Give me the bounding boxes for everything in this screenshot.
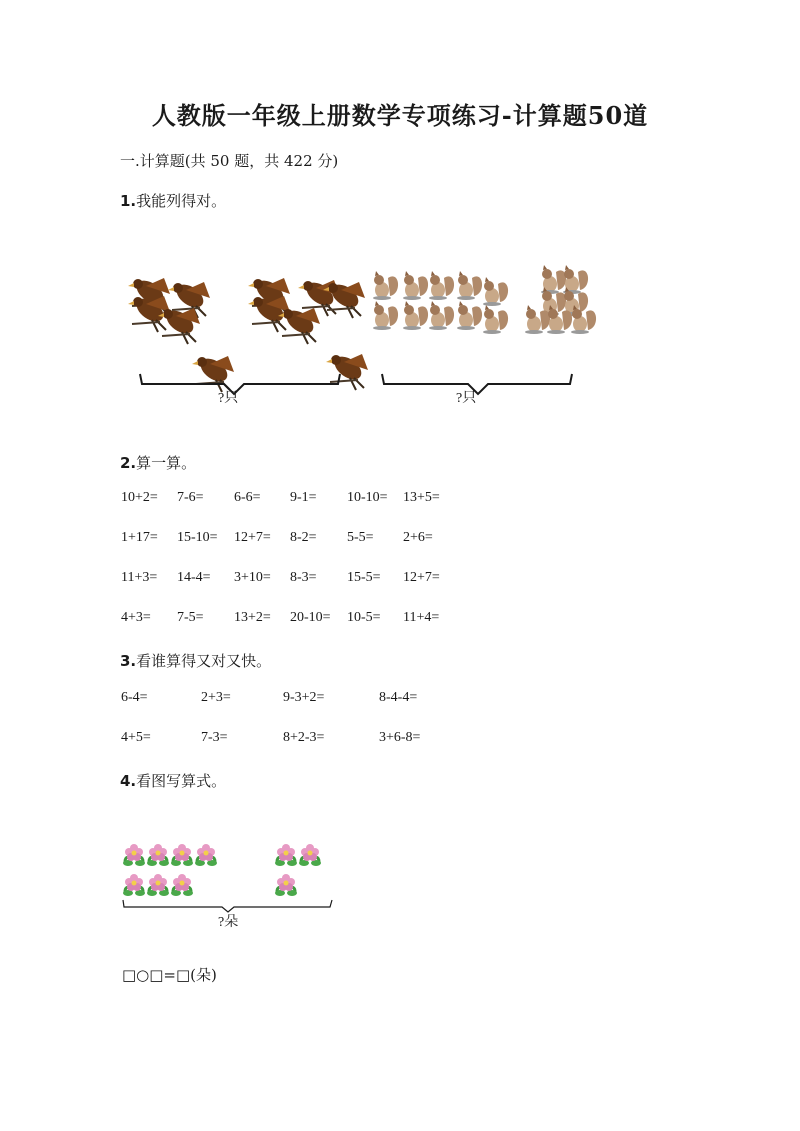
question-4-heading — [120, 770, 226, 791]
section-heading: 一.计算题(共 50 题，共 422 分) — [120, 152, 339, 170]
equation-row — [121, 530, 433, 546]
equation-row — [121, 730, 420, 746]
question-text: 我能列得对。 — [136, 192, 227, 210]
brace-left — [140, 374, 340, 394]
equation: 15-10= — [177, 530, 218, 545]
equation: 3+6-8= — [379, 730, 421, 745]
equation: 4+3= — [121, 610, 151, 625]
equation-row — [121, 490, 440, 506]
question-2-heading — [120, 452, 196, 473]
question-text: 看谁算得又对又快。 — [136, 652, 272, 670]
equation: 4+5= — [121, 730, 151, 745]
equation: 8-2= — [290, 530, 317, 545]
brace-label-left: ?只 — [218, 391, 239, 406]
equation: 8-3= — [290, 570, 317, 585]
question-text: 算一算。 — [136, 454, 197, 472]
equation-row — [121, 610, 439, 626]
equation: 15-5= — [347, 570, 381, 585]
equation: 10-5= — [347, 610, 381, 625]
flower-brace-label: ?朵 — [218, 915, 239, 930]
equation: 3+10= — [234, 570, 271, 585]
equation: 9-1= — [290, 490, 317, 505]
question-1-heading — [120, 190, 226, 211]
bird-group-left — [128, 276, 234, 392]
question-3-heading — [120, 650, 271, 671]
question-number: 2. — [120, 454, 137, 472]
equation: 7-6= — [177, 490, 204, 505]
equation: 8-4-4= — [379, 690, 418, 705]
question-number: 3. — [120, 652, 137, 670]
equation: 5-5= — [347, 530, 374, 545]
equation: 9-3+2= — [283, 690, 325, 705]
flower-group-right — [275, 844, 321, 896]
equation: 8+2-3= — [283, 730, 325, 745]
bird-group-right — [248, 276, 368, 390]
page-title: 人教版一年级上册数学专项练习-计算题50道 — [151, 101, 649, 130]
answer-template: □○□=□(朵) — [122, 966, 217, 984]
squirrel-group-left — [373, 271, 508, 334]
equation: 7-5= — [177, 610, 204, 625]
equation: 12+7= — [234, 530, 271, 545]
equation: 6-4= — [121, 690, 148, 705]
flower-figure — [120, 838, 340, 913]
equation: 11+3= — [121, 570, 158, 585]
flower-group-left — [123, 844, 217, 896]
question-number: 4. — [120, 772, 137, 790]
equation: 13+2= — [234, 610, 271, 625]
equation: 1+17= — [121, 530, 158, 545]
squirrel-group-right — [525, 265, 596, 334]
question-1-figure — [120, 260, 590, 410]
equation: 20-10= — [290, 610, 331, 625]
equation-row — [121, 570, 440, 586]
equation-row — [121, 690, 417, 706]
brace-label-right: ?只 — [456, 391, 477, 406]
equation: 12+7= — [403, 570, 440, 585]
equation: 7-3= — [201, 730, 228, 745]
brace-right — [382, 374, 572, 394]
equation: 2+3= — [201, 690, 231, 705]
equation: 10-10= — [347, 490, 388, 505]
equation: 11+4= — [403, 610, 440, 625]
equation: 2+6= — [403, 530, 433, 545]
question-number: 1. — [120, 192, 137, 210]
equation: 13+5= — [403, 490, 440, 505]
equation: 14-4= — [177, 570, 211, 585]
question-text: 看图写算式。 — [136, 772, 227, 790]
equation: 6-6= — [234, 490, 261, 505]
equation: 10+2= — [121, 490, 158, 505]
